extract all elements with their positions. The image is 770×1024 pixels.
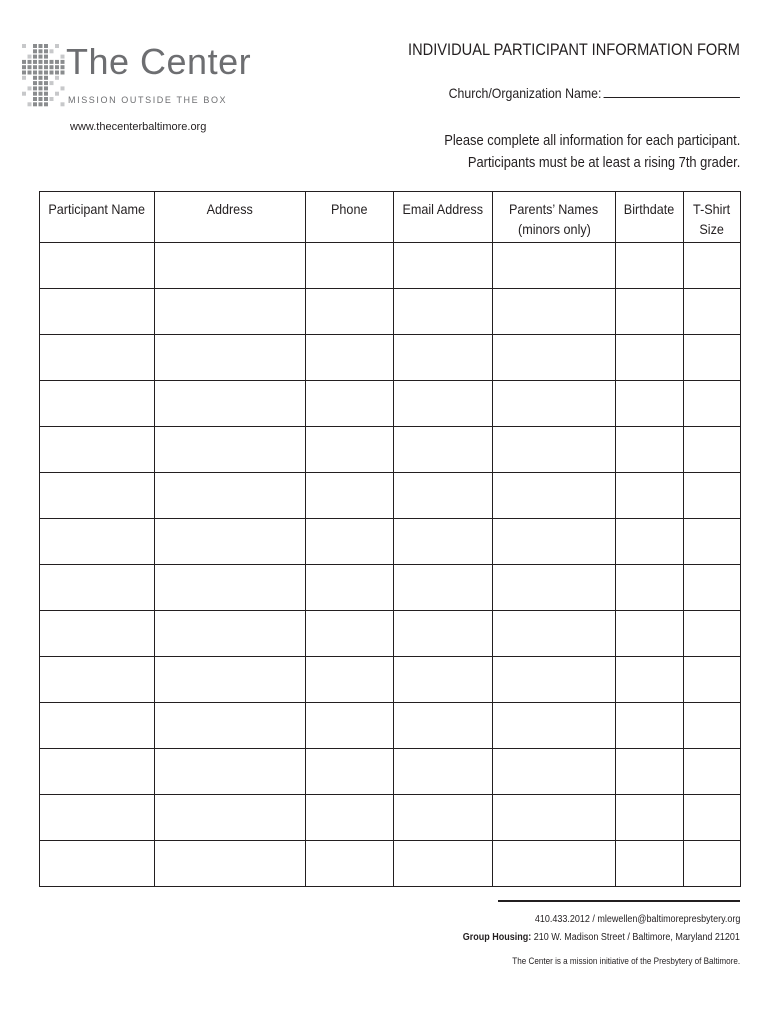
col-tshirt-size: T-Shirt Size: [684, 192, 741, 243]
table-cell[interactable]: [155, 749, 306, 795]
table-cell[interactable]: [306, 519, 394, 565]
church-name-label: Church/Organization Name:: [449, 85, 602, 101]
table-cell[interactable]: [394, 335, 493, 381]
table-cell[interactable]: [40, 565, 155, 611]
table-cell[interactable]: [40, 611, 155, 657]
table-cell[interactable]: [40, 795, 155, 841]
table-cell[interactable]: [616, 749, 684, 795]
table-cell[interactable]: [394, 243, 493, 289]
table-cell[interactable]: [394, 519, 493, 565]
table-row: [40, 611, 741, 657]
table-cell[interactable]: [306, 795, 394, 841]
website-link[interactable]: www.thecenterbaltimore.org: [70, 121, 207, 133]
table-cell[interactable]: [493, 611, 616, 657]
table-cell[interactable]: [306, 381, 394, 427]
col-birthdate: Birthdate: [616, 192, 684, 243]
table-cell[interactable]: [394, 565, 493, 611]
table-cell[interactable]: [684, 243, 741, 289]
table-cell[interactable]: [40, 335, 155, 381]
table-cell[interactable]: [40, 657, 155, 703]
instructions-line-2: Participants must be at least a rising 7th grader.: [467, 154, 740, 171]
instructions-line-1: Please complete all information for each participant.: [443, 132, 740, 149]
table-cell[interactable]: [684, 841, 741, 887]
table-cell[interactable]: [616, 243, 684, 289]
table-cell[interactable]: [155, 795, 306, 841]
table-cell[interactable]: [40, 289, 155, 335]
footer-housing: [463, 932, 740, 943]
table-cell[interactable]: [616, 611, 684, 657]
footer-housing-address: 210 W. Madison Street / Baltimore, Maryland 21201: [533, 932, 740, 943]
table-cell[interactable]: [493, 749, 616, 795]
table-cell[interactable]: [616, 703, 684, 749]
table-cell[interactable]: [394, 427, 493, 473]
table-cell[interactable]: [684, 795, 741, 841]
table-cell[interactable]: [306, 565, 394, 611]
table-cell[interactable]: [155, 427, 306, 473]
table-cell[interactable]: [616, 841, 684, 887]
table-cell[interactable]: [306, 611, 394, 657]
table-cell[interactable]: [40, 519, 155, 565]
table-cell[interactable]: [493, 473, 616, 519]
table-cell[interactable]: [493, 841, 616, 887]
logo-title: The Center: [66, 41, 252, 82]
instructions: [444, 130, 740, 174]
footer-rule: [498, 900, 740, 902]
table-cell[interactable]: [155, 611, 306, 657]
table-cell[interactable]: [684, 657, 741, 703]
table-cell[interactable]: [616, 381, 684, 427]
table-cell[interactable]: [616, 657, 684, 703]
table-cell[interactable]: [394, 841, 493, 887]
table-cell[interactable]: [493, 381, 616, 427]
table-cell[interactable]: [155, 657, 306, 703]
table-row: [40, 473, 741, 519]
table-cell[interactable]: [684, 611, 741, 657]
table-cell[interactable]: [40, 473, 155, 519]
participant-table: [39, 191, 741, 887]
table-cell[interactable]: [40, 703, 155, 749]
table-cell[interactable]: [616, 795, 684, 841]
table-cell[interactable]: [394, 289, 493, 335]
table-row: [40, 289, 741, 335]
table-cell[interactable]: [493, 427, 616, 473]
table-cell[interactable]: [306, 427, 394, 473]
table-cell[interactable]: [40, 381, 155, 427]
table-cell[interactable]: [684, 703, 741, 749]
table-cell[interactable]: [493, 703, 616, 749]
table-cell[interactable]: [155, 335, 306, 381]
table-header-row: [40, 192, 741, 243]
table-cell[interactable]: [493, 795, 616, 841]
table-cell[interactable]: [394, 703, 493, 749]
church-name-field[interactable]: [449, 84, 740, 101]
table-row: [40, 795, 741, 841]
table-cell[interactable]: [684, 289, 741, 335]
table-cell[interactable]: [155, 381, 306, 427]
table-cell[interactable]: [684, 565, 741, 611]
table-cell[interactable]: [493, 243, 616, 289]
table-cell[interactable]: [493, 519, 616, 565]
footer-contact: 410.433.2012 / mlewellen@baltimorepresbytery.org: [534, 914, 740, 925]
church-name-blank[interactable]: [604, 84, 740, 98]
table-cell[interactable]: [394, 795, 493, 841]
table-cell[interactable]: [616, 519, 684, 565]
table-cell[interactable]: [616, 565, 684, 611]
table-row: [40, 381, 741, 427]
table-cell[interactable]: [40, 841, 155, 887]
table-cell[interactable]: [616, 335, 684, 381]
table-cell[interactable]: [394, 473, 493, 519]
table-cell[interactable]: [493, 657, 616, 703]
table-row: [40, 243, 741, 289]
footer-housing-label: Group Housing:: [462, 932, 532, 943]
table-row: [40, 519, 741, 565]
table-cell[interactable]: [306, 841, 394, 887]
table-cell[interactable]: [684, 519, 741, 565]
table-cell[interactable]: [155, 565, 306, 611]
table-cell[interactable]: [394, 611, 493, 657]
table-cell[interactable]: [394, 381, 493, 427]
col-phone: Phone: [306, 192, 394, 243]
table-cell[interactable]: [684, 381, 741, 427]
col-participant-name: Participant Name: [40, 192, 155, 243]
table-cell[interactable]: [684, 473, 741, 519]
table-cell[interactable]: [394, 749, 493, 795]
table-cell[interactable]: [684, 335, 741, 381]
table-cell[interactable]: [684, 749, 741, 795]
table-row: [40, 565, 741, 611]
table-cell[interactable]: [40, 243, 155, 289]
table-cell[interactable]: [155, 243, 306, 289]
table-cell[interactable]: [394, 657, 493, 703]
table-cell[interactable]: [155, 289, 306, 335]
table-row: [40, 841, 741, 887]
table-cell[interactable]: [306, 749, 394, 795]
table-row: [40, 703, 741, 749]
table-cell[interactable]: [306, 657, 394, 703]
table-cell[interactable]: [306, 289, 394, 335]
table-cell[interactable]: [616, 289, 684, 335]
table-row: [40, 749, 741, 795]
col-parents-names: Parents’ Names (minors only): [493, 192, 616, 243]
col-email-address: Email Address: [394, 192, 493, 243]
table-cell[interactable]: [306, 473, 394, 519]
table-cell[interactable]: [155, 519, 306, 565]
table-cell[interactable]: [684, 427, 741, 473]
table-row: [40, 657, 741, 703]
table-cell[interactable]: [493, 335, 616, 381]
form-title: INDIVIDUAL PARTICIPANT INFORMATION FORM: [408, 40, 740, 59]
table-cell[interactable]: [155, 703, 306, 749]
table-cell[interactable]: [493, 289, 616, 335]
table-cell[interactable]: [155, 841, 306, 887]
table-cell[interactable]: [306, 703, 394, 749]
table-cell[interactable]: [40, 749, 155, 795]
table-cell[interactable]: [40, 427, 155, 473]
table-cell[interactable]: [155, 473, 306, 519]
table-cell[interactable]: [493, 565, 616, 611]
table-row: [40, 335, 741, 381]
table-cell[interactable]: [616, 427, 684, 473]
table-cell[interactable]: [616, 473, 684, 519]
col-address: Address: [155, 192, 306, 243]
table-cell[interactable]: [306, 335, 394, 381]
logo-tagline: MISSION OUTSIDE THE BOX: [68, 95, 228, 105]
footer-note: The Center is a mission initiative of the Presbytery of Baltimore.: [512, 956, 740, 966]
table-row: [40, 427, 741, 473]
cross-grid-logo-icon: [22, 44, 66, 108]
table-cell[interactable]: [306, 243, 394, 289]
